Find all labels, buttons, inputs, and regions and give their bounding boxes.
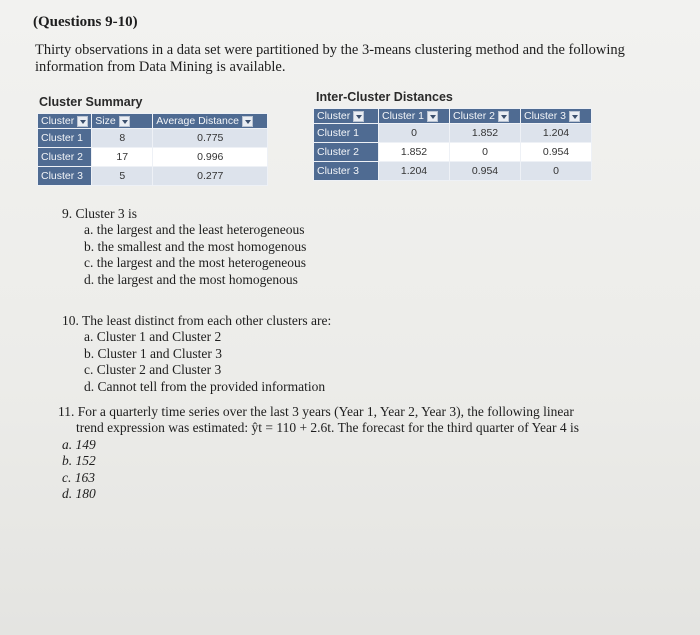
row-header: Cluster 1 (38, 129, 92, 148)
answer-option: d. Cannot tell from the provided information (84, 378, 326, 394)
row-header: Cluster 1 (314, 124, 379, 143)
filter-dropdown-icon[interactable] (427, 111, 438, 122)
column-header[interactable]: Cluster (38, 114, 92, 129)
table-row (38, 167, 268, 186)
answer-option: a. Cluster 1 and Cluster 2 (84, 329, 222, 345)
cluster-summary-table (37, 113, 268, 186)
table-row (314, 143, 592, 162)
table-cell: 1.852 (379, 143, 450, 162)
table-cell: 1.204 (379, 162, 450, 181)
question-9 (62, 206, 422, 288)
table-row (314, 162, 592, 181)
column-header[interactable]: Average Distance (153, 114, 268, 129)
table-cell: 0 (379, 124, 450, 143)
answer-option: b. Cluster 1 and Cluster 3 (84, 345, 222, 361)
column-header[interactable]: Cluster (314, 109, 379, 124)
filter-dropdown-icon[interactable] (353, 111, 364, 122)
cluster-summary-title: Cluster Summary (39, 95, 143, 109)
table-cell: 17 (92, 148, 153, 167)
answer-option: c. the largest and the most heterogeneous (84, 255, 307, 271)
table-cell: 8 (92, 129, 153, 148)
inter-cluster-table (313, 108, 592, 181)
question-10 (62, 313, 442, 395)
table-header-row (38, 114, 268, 129)
question-stem: 9. Cluster 3 is (62, 206, 138, 221)
column-header[interactable]: Cluster 2 (450, 109, 521, 124)
row-header: Cluster 3 (314, 162, 379, 181)
filter-dropdown-icon[interactable] (242, 116, 253, 127)
table-cell: 0.954 (450, 162, 521, 181)
table-cell: 5 (92, 167, 153, 186)
answer-option: d. the largest and the most homogenous (84, 271, 298, 287)
column-header[interactable]: Cluster 1 (379, 109, 450, 124)
row-header: Cluster 2 (314, 143, 379, 162)
table-cell: 0.775 (153, 129, 268, 148)
question-stem-line: trend expression was estimated: ŷt = 110 + 2.6t. The forecast for the third quarter of Year 4 is (76, 420, 579, 436)
section-heading: (Questions 9-10) (33, 14, 138, 30)
table-header-row (314, 109, 592, 124)
column-header[interactable]: Cluster 3 (521, 109, 592, 124)
table-cell: 0.277 (153, 167, 268, 186)
table-row (314, 124, 592, 143)
question-stem: 10. The least distinct from each other clusters are: (62, 313, 332, 328)
answer-option: a. the largest and the least heterogeneous (84, 222, 305, 238)
row-header: Cluster 2 (38, 148, 92, 167)
inter-cluster-title: Inter-Cluster Distances (316, 90, 453, 104)
column-header[interactable]: Size (92, 114, 153, 129)
answer-option: b. 152 (62, 453, 96, 469)
answer-option: d. 180 (62, 486, 96, 502)
table-cell: 0.996 (153, 148, 268, 167)
table-cell: 0.954 (521, 143, 592, 162)
filter-dropdown-icon[interactable] (119, 116, 130, 127)
row-header: Cluster 3 (38, 167, 92, 186)
answer-option: c. 163 (62, 469, 95, 485)
filter-dropdown-icon[interactable] (77, 116, 88, 127)
question-11 (58, 404, 688, 502)
table-cell: 1.204 (521, 124, 592, 143)
table-row (38, 148, 268, 167)
filter-dropdown-icon[interactable] (569, 111, 580, 122)
question-stem-line: 11. For a quarterly time series over the last 3 years (Year 1, Year 2, Year 3), the following linear (58, 404, 574, 419)
answer-option: b. the smallest and the most homogenous (84, 238, 307, 254)
answer-option: a. 149 (62, 436, 96, 452)
filter-dropdown-icon[interactable] (498, 111, 509, 122)
answer-option: c. Cluster 2 and Cluster 3 (84, 362, 222, 378)
intro-paragraph: Thirty observations in a data set were partitioned by the 3-means clustering method and the following information from Data Mining is available. (35, 42, 625, 75)
table-cell: 0 (521, 162, 592, 181)
table-row (38, 129, 268, 148)
table-cell: 0 (450, 143, 521, 162)
table-cell: 1.852 (450, 124, 521, 143)
